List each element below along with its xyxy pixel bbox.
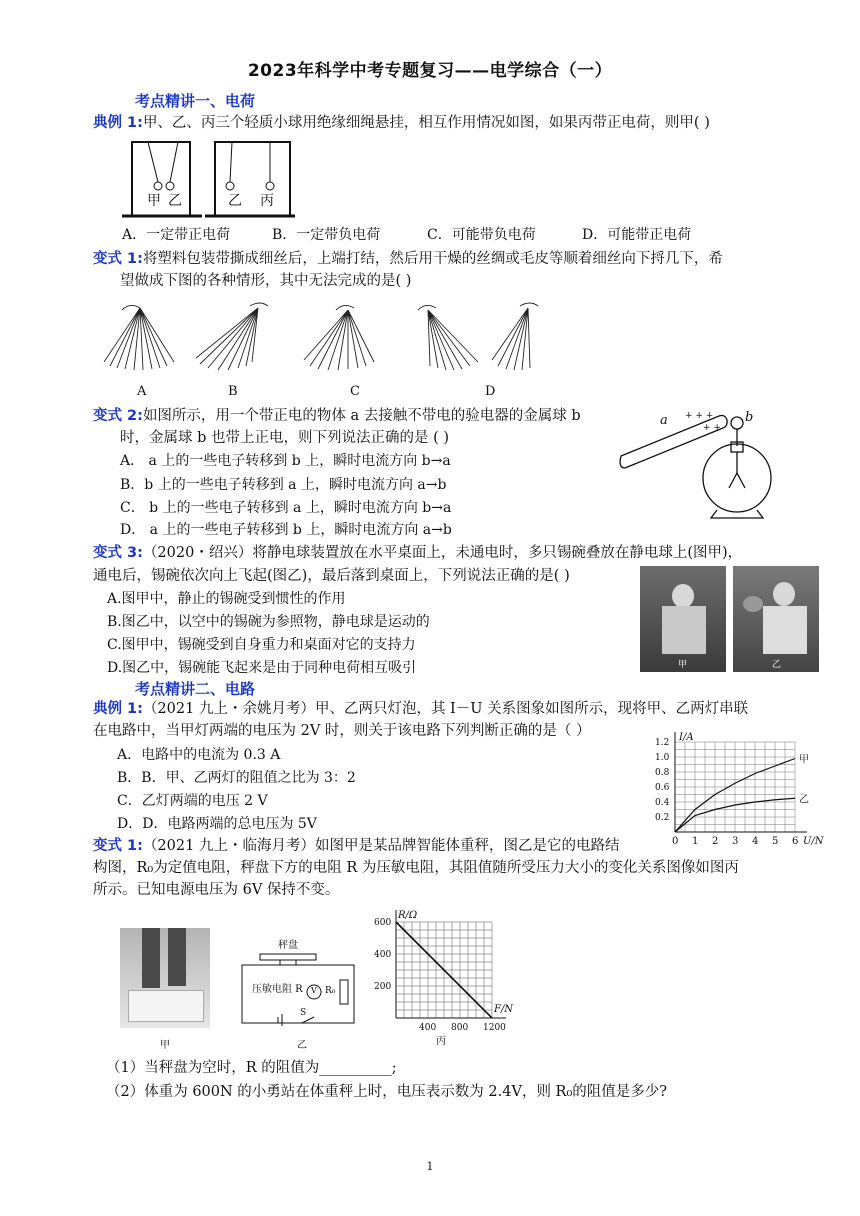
section-heading-circuit: 考点精讲二、电路 xyxy=(135,680,256,698)
y-tick-label: 200 xyxy=(374,982,392,992)
circuit-label: 秤盘 xyxy=(278,940,298,951)
iu-chart xyxy=(655,728,824,847)
variant-text-cont: 望做成下图的各种情形，其中无法完成的是( ) xyxy=(120,273,412,289)
variant-4 xyxy=(93,835,619,857)
figure-label-d: D xyxy=(485,384,496,399)
section-heading-charge: 考点精讲一、电荷 xyxy=(135,92,256,110)
series-label: 甲 xyxy=(799,754,809,766)
sub-question-2: （2）体重为 600N 的小勇站在体重秤上时，电压表示数为 2.4V，则 R₀的阻值是多少? xyxy=(106,1084,668,1100)
option-a: A． a 上的一些电子转移到 b 上，瞬时电流方向 b→a xyxy=(120,453,451,469)
y-tick-label: 600 xyxy=(374,918,392,928)
option-d: D．D．电路两端的总电压为 5V xyxy=(117,816,317,832)
figure-caption: 甲 xyxy=(160,1040,170,1051)
figure-caption: 乙 xyxy=(297,1040,307,1051)
ball-label: b xyxy=(745,410,754,425)
ball-label: 乙 xyxy=(168,193,182,209)
x-tick-label: 6 xyxy=(792,836,799,847)
option-a: A.图甲中，静止的锡碗受到惯性的作用 xyxy=(107,591,346,607)
variant-2 xyxy=(93,405,581,427)
variant-1 xyxy=(93,248,723,270)
question-label: 典例 1: xyxy=(93,701,143,717)
variant-text: 将塑料包装带撕成细丝后，上端打结，然后用干燥的丝绸或毛皮等顺着细丝向下捋几下，希 xyxy=(142,251,723,267)
rf-chart xyxy=(368,910,528,1047)
question-example-1 xyxy=(93,112,710,134)
figure-label-c: C xyxy=(350,384,360,399)
y-tick-label: 1.0 xyxy=(655,753,670,763)
x-tick-label: 2 xyxy=(712,836,719,847)
option-b: B．B．甲、乙两灯的阻值之比为 3：2 xyxy=(117,770,356,786)
question-text-cont: 在电路中，当甲灯两端的电压为 2V 时，则关于该电路下列判断正确的是（ ） xyxy=(93,723,591,739)
svg-text:+ +: + + xyxy=(703,423,721,433)
question-text: 甲、乙、丙三个轻质小球用绝缘细绳悬挂，相互作用情况如图，如果丙带正电荷，则甲( ) xyxy=(142,115,710,131)
y-tick-label: 0.8 xyxy=(655,768,670,778)
page-title: 2023年科学中考专题复习——电学综合（一） xyxy=(247,61,613,81)
option-c: C． b 上的一些电子转移到 a 上，瞬时电流方向 b→a xyxy=(120,500,452,516)
photo-caption: 乙 xyxy=(772,660,782,670)
option-a: A．一定带正电荷 xyxy=(122,227,231,243)
figure-label-a: A xyxy=(137,384,147,399)
figure-label-b: B xyxy=(228,384,238,399)
plastic-strands-figure xyxy=(100,296,560,376)
variant-text-cont: 时，金属球 b 也带上正电，则下列说法正确的是 ( ) xyxy=(120,430,450,446)
ball-label: 乙 xyxy=(228,193,242,209)
option-d: D．可能带正电荷 xyxy=(582,227,692,243)
circuit-label: R₀ xyxy=(325,986,336,996)
x-tick-label: 1200 xyxy=(483,1023,506,1033)
variant-label: 变式 3: xyxy=(93,545,143,561)
circuit-label: V xyxy=(311,986,317,995)
x-axis-label: F/N xyxy=(494,1004,514,1015)
series-label: 乙 xyxy=(799,794,809,806)
y-tick-label: 0.4 xyxy=(655,798,670,808)
variant-text: 如图所示，用一个带正电的物体 a 去接触不带电的验电器的金属球 b xyxy=(142,408,581,424)
x-tick-label: 800 xyxy=(451,1023,469,1033)
page-number: 1 xyxy=(426,1160,434,1173)
option-d: D． a 上的一些电子转移到 b 上，瞬时电流方向 a→b xyxy=(120,522,452,538)
x-tick-label: 3 xyxy=(732,836,739,847)
scale-photo xyxy=(120,928,210,1028)
option-c: C．乙灯两端的电压 2 V xyxy=(117,793,268,809)
variant-label: 变式 1: xyxy=(93,838,143,854)
variant-text-cont: 通电后，锡碗依次向上飞起(图乙)，最后落到桌面上，下列说法正确的是( ) xyxy=(93,568,570,584)
photo-caption: 甲 xyxy=(678,660,688,670)
question-example-2 xyxy=(93,698,748,720)
variant-label: 变式 2: xyxy=(93,408,143,424)
y-axis-label: R/Ω xyxy=(398,910,418,921)
circuit-label: 压敏电阻 R xyxy=(252,984,303,995)
y-axis-label: I/A xyxy=(679,732,694,743)
sub-question-1: （1）当秤盘为空时，R 的阻值为__________; xyxy=(106,1060,397,1076)
variant-text-cont: 所示。已知电源电压为 6V 保持不变。 xyxy=(93,882,340,898)
x-axis-label: U/N xyxy=(803,836,824,847)
x-tick-label: 400 xyxy=(419,1023,437,1033)
option-a: A．电路中的电流为 0.3 A xyxy=(117,747,281,763)
variant-text: （2021 九上・临海月考）如图甲是某品牌智能体重秤，图乙是它的电路结 xyxy=(142,838,620,854)
y-tick-label: 0.2 xyxy=(655,813,670,823)
question-label: 典例 1: xyxy=(93,115,143,131)
option-c: C．可能带负电荷 xyxy=(427,227,536,243)
variant-text-cont: 构图，R₀为定值电阻，秤盘下方的电阻 R 为压敏电阻，其阻值随所受压力大小的变化关系图像如图丙 xyxy=(93,860,739,876)
rod-label: a xyxy=(660,413,668,428)
ball-label: 甲 xyxy=(147,193,161,209)
option-b: B．b 上的一些电子转移到 a 上，瞬时电流方向 a→b xyxy=(120,477,447,493)
ball-label: 丙 xyxy=(260,193,274,209)
variant-text: （2020・绍兴）将静电球装置放在水平桌面上，未通电时，多只锡碗叠放在静电球上(图甲)， xyxy=(142,545,743,561)
x-tick-label: 0 xyxy=(672,836,679,847)
figure-caption: 丙 xyxy=(436,1036,446,1047)
y-tick-label: 1.2 xyxy=(655,738,670,748)
y-tick-label: 0.6 xyxy=(655,783,670,793)
x-tick-label: 4 xyxy=(752,836,759,847)
question-text: （2021 九上・余姚月考）甲、乙两只灯泡，其 I－U 关系图象如图所示，现将甲、乙两灯串联 xyxy=(142,701,749,717)
option-c: C.图甲中，锡碗受到自身重力和桌面对它的支持力 xyxy=(107,637,416,653)
circuit-label: S xyxy=(300,1008,307,1018)
svg-text:+ + +: + + + xyxy=(685,411,714,421)
option-b: B．一定带负电荷 xyxy=(272,227,381,243)
variant-label: 变式 1: xyxy=(93,251,143,267)
x-tick-label: 5 xyxy=(772,836,779,847)
variant-3 xyxy=(93,542,742,564)
option-d: D.图乙中，锡碗能飞起来是由于同种电荷相互吸引 xyxy=(107,660,417,676)
x-tick-label: 1 xyxy=(692,836,699,847)
option-b: B.图乙中，以空中的锡碗为参照物，静电球是运动的 xyxy=(107,614,430,630)
y-tick-label: 400 xyxy=(374,950,392,960)
